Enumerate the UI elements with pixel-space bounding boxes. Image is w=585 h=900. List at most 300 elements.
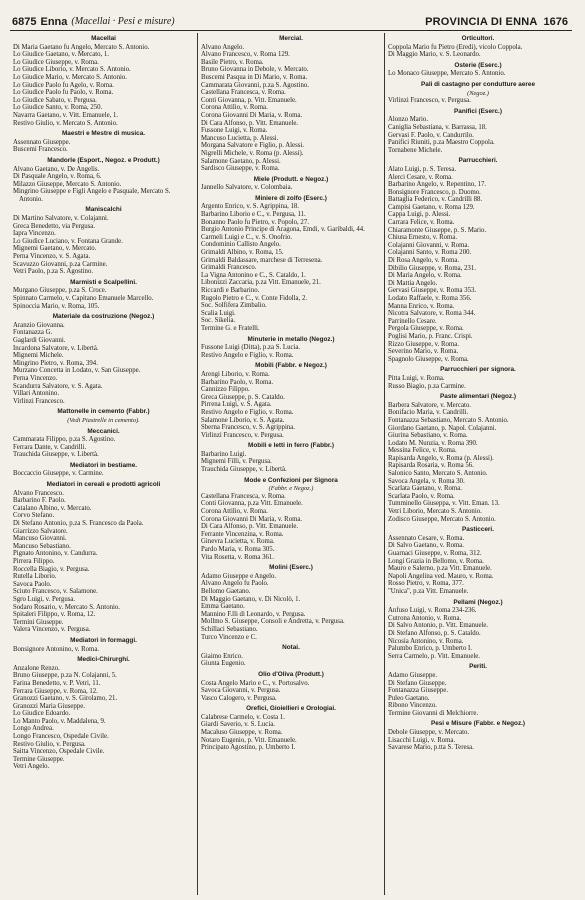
directory-section <box>201 176 381 192</box>
directory-entry: Barbarino Liborio e C., v. Pergusa, 11. <box>201 211 306 219</box>
directory-entry: Di Maggio Mario, v. S. Leonardo. <box>388 51 481 59</box>
section-heading: Parrucchieri. <box>458 157 498 165</box>
section-heading: Osterie (Eserc.) <box>454 61 502 69</box>
directory-entry: Vita Rosetta, v. Roma 361. <box>201 553 274 561</box>
section-heading: Materiale da costruzione (Negoz.) <box>52 313 155 321</box>
directory-entry: Serra Carmelo, p. Vitt. Emanuele. <box>388 652 480 660</box>
directory-section <box>13 637 194 653</box>
column-2 <box>197 33 384 895</box>
section-heading: Miele (Produtt. e Negoz.) <box>253 175 329 183</box>
directory-entry: Di Pasquale Angelo, v. Roma, 6. <box>13 173 102 181</box>
page-header <box>12 14 568 28</box>
directory-entry: Pignato Antonino, v. Candurra. <box>13 550 98 558</box>
directory-entry: Assennato Giuseppe. <box>13 138 71 146</box>
directory-section <box>13 35 194 127</box>
directory-entry: Salonico Santo, Mercato S. Antonio. <box>388 470 488 478</box>
directory-entry: Sodaro Rosario, v. Mercato S. Antonio. <box>13 603 120 611</box>
directory-entry: Barbarino Paolo, v. Roma. <box>201 378 274 386</box>
directory-entry: Di Maria Gaetano fu Angelo, Mercato S. Antonio. <box>13 43 150 51</box>
directory-entry: Soc. Solfifera Zimbalio. <box>201 302 267 310</box>
directory-entry: Puleo Gaetano. <box>388 694 430 702</box>
directory-entry: Perna Vincenzo, v. S. Agata. <box>13 253 91 261</box>
directory-entry: Napoli Angelina ved. Mauro, v. Roma. <box>388 572 494 580</box>
directory-entry: Castellana Francesca, v. Roma. <box>201 89 286 97</box>
directory-entry: Poglisi Mario, p. Franc. Crispi. <box>388 332 473 340</box>
directory-entry: Incardona Salvatore, v. Libertà. <box>13 344 99 352</box>
directory-entry: Alvano Angelo. <box>201 43 245 51</box>
directory-entry: Cannizzo Filippo. <box>201 386 250 394</box>
directory-entry: Alonzo Mario. <box>388 116 429 124</box>
directory-entry: Coppola Mario fu Pietro (Eredi), vicolo Coppola. <box>388 43 523 51</box>
directory-entry: Mauro e Salerno, p.za Vitt. Emanuele. <box>388 565 492 573</box>
directory-entry: Notaro Eugenio, p. Vitt. Emanuele. <box>201 736 297 744</box>
section-heading: Orticultori. <box>461 35 495 42</box>
page-number-right: 1676 <box>543 16 568 28</box>
directory-entry: Cappa Luigi, p. Alessi. <box>388 211 451 219</box>
directory-entry: Vetri Paolo, p.za S. Agostino. <box>13 268 94 276</box>
directory-entry: Mignemi Filli, v. Pergusa. <box>201 458 272 466</box>
header-subtitle: (Macellai · Pesi e misure) <box>71 16 175 27</box>
directory-entry: Ribono Vincenzo. <box>388 702 437 710</box>
directory-entry: Russo Biagio, p.za Carmine. <box>388 382 466 390</box>
section-heading: Periti. <box>469 663 487 671</box>
directory-entry: Costa Angelo Mario e C., v. Portosalvo. <box>201 679 310 687</box>
directory-entry: Rosso Pietro, v. Roma, 377. <box>388 580 464 588</box>
directory-section <box>201 564 381 641</box>
directory-entry: Campisi Gaetano, v. Roma 129. <box>388 203 475 211</box>
header-left <box>12 16 175 28</box>
directory-entry: Riccardi e Barbarino. <box>201 287 260 294</box>
header-rule <box>10 30 572 31</box>
directory-section <box>13 130 194 154</box>
directory-entry: Fussone Luigi (Ditta), p.za S. Lucia. <box>201 344 301 352</box>
directory-entry: Lisacchi Luigi, v. Roma. <box>388 736 456 744</box>
directory-entry: Barbarino Luigi. <box>201 450 247 458</box>
directory-entry: Longi Grazia in Bellomo, v. Roma. <box>388 557 484 565</box>
directory-entry: Termine Giovanni di Melchiorre. <box>388 709 479 717</box>
directory-entry: Tornabene Michele. <box>388 146 443 154</box>
directory-section <box>13 313 194 405</box>
directory-entry: La Vigna Antonino e C., S. Cataldo, 1. <box>201 271 306 279</box>
directory-entry: Carrara Felice, v. Roma. <box>388 219 455 227</box>
directory-entry: Cutrona Antonio, v. Roma. <box>388 614 462 622</box>
directory-section <box>388 393 568 523</box>
directory-entry: Virlinzi Francesco, v. Pergusa. <box>201 431 284 439</box>
directory-entry: Grimaldi Baldassare, marchese di Terresena. <box>201 256 323 264</box>
directory-entry: Scarlata Gaetano, v. Roma. <box>388 485 462 493</box>
section-heading: Marmisti e Scalpellini. <box>70 278 137 286</box>
directory-section <box>13 206 194 275</box>
directory-entry: Morgana Salvatore e Figlio, p. Alessi. <box>201 142 304 150</box>
directory-entry: Villari Antonino. <box>13 390 60 398</box>
directory-section <box>201 442 381 473</box>
directory-entry: Mignemi Gaetano, v. Mercato. <box>13 245 97 253</box>
directory-section <box>13 408 194 424</box>
directory-entry: Greca Giuseppe, p. S. Cataldo. <box>201 393 285 401</box>
directory-entry: Gervasi F. Paolo, v. Candurrilo. <box>388 131 474 139</box>
directory-entry: Lo Giudice Sabato, v. Pergusa. <box>13 96 97 104</box>
section-heading: Notai. <box>282 644 300 652</box>
section-heading: Pellami (Negoz.) <box>453 598 503 606</box>
directory-entry: Buscemi Pasqua in Di Mario, v. Roma. <box>201 73 308 81</box>
section-heading: Mediatori in formaggi. <box>70 636 137 644</box>
directory-section <box>201 477 381 562</box>
directory-entry: Palumbo Enrico, p. Umberto I. <box>388 645 473 653</box>
directory-section <box>13 481 194 634</box>
section-note: (Vedi Piastrelle in cemento). <box>67 416 140 424</box>
directory-entry: Adamo Giuseppe. <box>388 671 438 679</box>
directory-entry: Milazzo Giuseppe, Mercato S. Antonio. <box>13 180 122 188</box>
directory-entry: Mingrino Giuseppe e Figli Angelo e Pasquale, Mercato S. Antonio. <box>13 188 171 203</box>
directory-entry: Di Maggio Gaetano, v. Di Nicolò, 1. <box>201 595 301 603</box>
section-heading: Mode e Confezioni per Signora <box>244 476 338 484</box>
directory-section <box>388 157 568 363</box>
column-1 <box>10 33 197 895</box>
directory-section <box>201 671 381 702</box>
directory-entry: Salamone Gaetano, p. Alessi. <box>201 157 281 165</box>
directory-entry: Catalano Albino, v. Mercato. <box>13 504 92 512</box>
directory-entry: Sardisco Giuseppe, v. Roma. <box>201 165 280 173</box>
directory-section <box>201 35 381 173</box>
directory-entry: Mignemi Michele. <box>13 352 64 360</box>
directory-entry: Grimaldi Francesco. <box>201 264 257 272</box>
directory-section <box>13 462 194 478</box>
directory-entry: Restivo Angelo e Figlio, v. Roma. <box>201 351 294 359</box>
directory-entry: Di Salvo Gaetano, v. Roma. <box>388 542 465 550</box>
directory-entry: Schillaci Sebastiano. <box>201 625 258 633</box>
directory-entry: Adamo Giuseppe e Angelo. <box>201 572 277 580</box>
directory-entry: Giunta Eugenio. <box>201 660 246 668</box>
section-heading: Molini (Eserc.) <box>269 564 313 572</box>
section-heading: Mandorle (Esport., Negoz. e Produtt.) <box>47 156 160 164</box>
directory-entry: Lo Giudice Gaetano, v. Mercato, 1. <box>13 51 110 59</box>
directory-entry: Pirrera Filippo. <box>13 558 55 565</box>
directory-entry: Debole Giuseppe, v. Mercato. <box>388 729 470 737</box>
columns <box>10 33 572 895</box>
directory-entry: Granozzi Maria Giuseppe. <box>13 702 85 710</box>
directory-entry: Sciuto Francesco, v. Salamone. <box>13 588 98 596</box>
directory-entry: Restivo Giulio, v. Mercato S. Antonio. <box>13 119 118 127</box>
directory-entry: Mancuso Lucietta, p. Alessi. <box>201 134 279 142</box>
section-heading: Meccanici. <box>87 427 120 435</box>
directory-entry: Giaimo Enrico. <box>201 652 243 660</box>
directory-entry: Scavuzzo Giovanni, p.za Carmine. <box>13 260 108 268</box>
directory-entry: Castellana Francesca, v. Roma. <box>201 492 286 500</box>
directory-entry: Zodisco Giuseppe, Mercato S. Antonio. <box>388 515 496 523</box>
directory-entry: Fontanazza Giuseppe. <box>388 687 449 695</box>
directory-section <box>201 362 381 439</box>
directory-entry: Conti Giovanna, p.za Vitt. Emanuele. <box>201 500 303 508</box>
directory-entry: Bonanno Paolo fu Pietro, v. Popolo, 27. <box>201 218 309 226</box>
directory-entry: Fontanazza G. <box>13 329 53 337</box>
directory-entry: Ferrara Dante, v. Candrilli. <box>13 443 87 451</box>
directory-entry: Ferrara Giuseppe, v. Roma, 12. <box>13 687 98 695</box>
directory-entry: Mollmo S. Giuseppe, Consoli e Andretta, v. Pergusa. <box>201 618 345 626</box>
directory-entry: Termini Giuseppe. <box>13 618 64 626</box>
directory-entry: Alato Luigi, p. S. Teresa. <box>388 165 457 173</box>
directory-entry: Termine G. e Fratelli. <box>201 324 260 332</box>
section-heading: Olio d'Oliva (Produtt.) <box>258 670 324 678</box>
directory-entry: Conti Giovanna, p. Vitt. Emanuele. <box>201 96 297 104</box>
directory-entry: Vetri Liborio, Mercato S. Antonio. <box>388 508 482 516</box>
directory-entry: Pergola Giuseppe, v. Roma. <box>388 325 464 333</box>
directory-section <box>13 656 194 771</box>
directory-entry: Argento Enrico, v. S. Agrippina, 18. <box>201 203 299 211</box>
section-heading: Parrucchieri per signora. <box>440 366 516 374</box>
directory-entry: Mancuso Sebastiano. <box>13 542 71 550</box>
directory-entry: Assennato Cesare, v. Roma. <box>388 534 465 542</box>
directory-entry: Corona Giovanni Di Maria, v. Roma. <box>201 515 303 523</box>
section-heading: Miniere di zolfo (Eserc.) <box>255 194 327 202</box>
directory-entry: Lo Giudice Santo, v. Roma, 250. <box>13 104 103 112</box>
directory-entry: Barbarino Angelo, v. Repentino, 17. <box>388 181 487 189</box>
directory-entry: Turco Vincenzo e C. <box>201 633 257 641</box>
directory-entry: Anzalone Renzo. <box>13 664 60 672</box>
directory-entry: Vetri Angelo. <box>13 763 50 771</box>
directory-section <box>388 366 568 390</box>
directory-entry: Navarra Gaetano, v. Vitt. Emanuele, 1. <box>13 111 119 119</box>
directory-entry: Aranzio Giovanna. <box>13 321 65 329</box>
province-title: PROVINCIA DI ENNA <box>425 16 538 28</box>
section-note: (Negoz.) <box>467 89 489 97</box>
directory-entry: Di Mattia Angelo. <box>388 279 438 287</box>
directory-entry: Rapisarda Angelo, v. Roma (p. Alessi). <box>388 454 494 462</box>
city-name: Enna <box>40 16 68 28</box>
directory-entry: Lo Giudice Mario, v. Mercato S. Antonio. <box>13 73 127 81</box>
directory-entry: Savoca Angela, v. Roma 30. <box>388 477 465 485</box>
directory-entry: Lodato M. Nunzia, v. Roma 390. <box>388 439 478 447</box>
section-heading: Mobili e letti in ferro (Fabbr.) <box>248 442 334 450</box>
directory-entry: Bruno Giuseppe, p.za N. Colajanni, 5. <box>13 672 117 680</box>
directory-entry: Chiaramonte Giuseppe, p. S. Mario. <box>388 226 487 234</box>
directory-entry: Dibilio Giuseppe, v. Roma, 231. <box>388 264 476 272</box>
directory-entry: Termine Giuseppe. <box>13 755 65 763</box>
section-heading: Maestri e Mestre di musica. <box>61 130 146 138</box>
directory-entry: Di Cara Alfonso, p. Vitt. Emanuele. <box>201 119 299 127</box>
directory-section <box>13 157 194 204</box>
directory-entry: Lodato Raffaele, v. Roma 356. <box>388 295 472 302</box>
directory-entry: Scalia Luigi. <box>201 309 236 317</box>
section-heading: Panifici (Eserc.) <box>454 107 502 115</box>
directory-entry: Alvano Francesco, v. Roma 129. <box>201 51 290 59</box>
directory-entry: Colajanni Santo, v. Roma 200. <box>388 249 472 257</box>
directory-entry: Tumminello Giuseppa, v. Vitt. Eman. 13. <box>388 500 500 508</box>
directory-entry: Bonsignore Antonino, v. Roma. <box>13 645 100 653</box>
directory-section <box>388 599 568 661</box>
directory-entry: Salamone Liborio, v. S. Agata. <box>201 416 285 424</box>
directory-entry: Chiusa Ernesto, v. Roma. <box>388 234 458 242</box>
directory-entry: Scarlata Paolo, v. Roma. <box>388 492 455 500</box>
section-heading: Macellai <box>91 35 116 42</box>
directory-entry: Basile Pietro, v. Roma. <box>201 58 264 66</box>
directory-entry: Murgano Giuseppe, p.za S. Croce. <box>13 287 107 295</box>
directory-entry: Fontanazza Sebastiano, Mercato S. Antonio. <box>388 416 509 424</box>
directory-entry: Vasco Calogero, v. Pergusa. <box>201 694 277 702</box>
directory-section <box>388 81 568 105</box>
directory-entry: Lo Manto Paolo, v. Maddalena, 9. <box>13 717 106 725</box>
directory-entry: Anfuso Luigi, v. Roma 234-236. <box>388 607 477 615</box>
directory-entry: Iapra Vincenzo. <box>13 230 56 238</box>
section-heading: Pasticceri. <box>462 526 494 534</box>
directory-entry: Bonifacio Maria, v. Candrilli. <box>388 409 469 417</box>
directory-entry: Giarrizzo Salvatore. <box>13 527 68 535</box>
directory-entry: Di Stefano Giuseppe. <box>388 679 447 687</box>
directory-entry: Pirrena Luigi, v. S. Agata. <box>201 401 272 409</box>
directory-entry: Lo Giudice Paolo fu Paolo, v. Roma. <box>13 89 114 97</box>
section-heading: Pali di castagno per condutture aeree <box>421 80 535 88</box>
directory-entry: Soc. Sikelia. <box>201 317 236 325</box>
directory-entry: Barbera Salvatore, v. Mercato. <box>388 401 471 409</box>
directory-entry: Sberna Francesco, v. S. Agrippina. <box>201 424 295 432</box>
directory-entry: Di Salvo Antonio, p. Vitt. Emanuele. <box>388 622 489 630</box>
directory-entry: Farina Benedetto, v. P. Vetri, 11. <box>13 679 101 687</box>
directory-entry: "Unica", p.za Vitt. Emanuele. <box>388 587 469 595</box>
directory-entry: Lo Giudice Edoardo. <box>13 710 71 718</box>
directory-entry: Libonizzi Zaccaria, p.za Vitt. Emanuele, 21. <box>201 279 321 287</box>
directory-entry: Giordano Gaetano, p. Napol. Colajanni. <box>388 424 497 432</box>
directory-entry: Granozzi Gaetano, v. S. Girolamo, 21. <box>13 695 118 703</box>
directory-entry: Emma Gaetano. <box>201 603 245 611</box>
directory-entry: Giardi Saverio, v. S. Lucia. <box>201 721 275 729</box>
directory-entry: Ginevra Lucietta, v. Roma. <box>201 538 275 546</box>
directory-entry: Severino Mario, v. Roma. <box>388 348 459 356</box>
directory-entry: Savoca Paolo. <box>13 580 52 588</box>
directory-entry: Battaglia Federico, v. Candrilli 88. <box>388 196 483 204</box>
section-heading: Paste alimentari (Negoz.) <box>440 393 516 401</box>
directory-entry: Saitta Vincenzo, Ospedale Civile. <box>13 748 105 756</box>
directory-section <box>201 705 381 752</box>
directory-entry: Bellomo Gaetano. <box>201 587 251 595</box>
directory-section <box>388 526 568 595</box>
directory-entry: Alvano Gaetano, v. De Angelis. <box>13 165 100 173</box>
directory-entry: Roccella Biagio, v. Pergusa. <box>13 565 90 573</box>
directory-entry: Condominio Callisto Angelo. <box>201 241 281 249</box>
directory-entry: Macaluso Giuseppe, v. Roma. <box>201 729 283 737</box>
directory-entry: Rutella Liborio. <box>13 573 57 581</box>
directory-entry: Mingrino Pietro, v. Roma, 394. <box>13 359 98 367</box>
directory-entry: Sgro Luigi, v. Pergusa. <box>13 595 76 603</box>
section-heading: Maniscalchi <box>85 206 122 214</box>
directory-entry: Lo Giudice Liborio, v. Mercato S. Antonio. <box>13 66 131 74</box>
directory-entry: Pitta Luigi, v. Roma. <box>388 374 445 382</box>
directory-entry: Di Cara Alfonso, p. Vitt. Emanuele. <box>201 523 299 531</box>
directory-entry: Alvano Angelo fu Paolo. <box>201 580 269 588</box>
directory-entry: Jannello Salvatore, v. Colombaia. <box>201 184 293 192</box>
section-note: (Fabbr. e Negoz.) <box>268 485 314 493</box>
directory-section <box>388 720 568 751</box>
section-heading: Mobili (Fabbr. e Negoz.) <box>255 362 327 370</box>
directory-entry: Arengi Liborio, v. Roma. <box>201 370 270 378</box>
directory-section <box>201 195 381 333</box>
directory-section <box>388 62 568 78</box>
directory-entry: Longo Francesco, Ospedale Civile. <box>13 733 109 741</box>
directory-section <box>388 35 568 59</box>
directory-entry: Valera Vincenzo, v. Pergusa. <box>13 626 91 634</box>
directory-entry: Di Rosa Angelo, v. Roma. <box>388 257 460 265</box>
directory-entry: Panifici Riuniti, p.za Maestro Coppola. <box>388 139 495 147</box>
page-number: 6875 <box>12 16 37 28</box>
directory-entry: Nicosia Antonino, v. Roma. <box>388 637 464 645</box>
directory-entry: Cammarata Filippo, p.za S. Agostino. <box>13 436 116 444</box>
directory-entry: Fussone Luigi, v. Roma. <box>201 127 268 135</box>
directory-section <box>201 336 381 360</box>
section-heading: Pesi e Misure (Fabbr. e Negoz.) <box>430 720 526 728</box>
directory-entry: Bonsignore Francesco, p. Duomo. <box>388 188 481 196</box>
directory-entry: Rizzo Giuseppe, v. Roma. <box>388 340 459 348</box>
section-heading: Medici-Chirurghi. <box>77 656 130 664</box>
directory-entry: Di Stefano Alfonso, p. S. Cataldo. <box>388 629 481 637</box>
directory-entry: Principato Agostino, p. Umberto I. <box>201 744 296 752</box>
directory-entry: Pardo Maria, v. Roma 305. <box>201 546 275 553</box>
section-heading: Minuterie in metallo (Negoz.) <box>247 335 335 343</box>
directory-entry: Nicotra Salvatore, v. Roma 344. <box>388 310 476 318</box>
directory-entry: Mannino F.lli di Leonardo, v. Pergusa. <box>201 610 306 618</box>
directory-section <box>13 279 194 310</box>
directory-entry: Messina Felice, v. Roma. <box>388 447 457 455</box>
directory-entry: Virlinzi Francesco, v. Pergusa. <box>388 97 471 105</box>
directory-entry: Guarnaci Giuseppe, v. Roma, 312. <box>388 550 482 557</box>
directory-entry: Murzano Concetta in Lodato, v. San Giuseppe. <box>13 367 141 375</box>
directory-entry: Boccaccio Giuseppe, v. Carmine. <box>13 470 104 478</box>
directory-entry: Cammarata Giovanni, p.za S. Agostino. <box>201 81 309 89</box>
directory-entry: Parrinello Cesare. <box>388 317 437 325</box>
directory-section <box>388 108 568 155</box>
section-heading: Mediatori in bestiame. <box>69 461 138 469</box>
directory-entry: Barbarino F. Paolo. <box>13 497 66 505</box>
directory-entry: Colajanni Giovanni, v. Roma. <box>388 241 470 249</box>
directory-entry: Spagnolo Giuseppe, v. Roma. <box>388 355 469 363</box>
section-heading: Mercial. <box>279 35 303 42</box>
header-right <box>425 16 568 28</box>
directory-entry: Grimaldi Albino, v. Roma, 15. <box>201 249 284 257</box>
directory-entry: Di Maria Angelo, v. Roma. <box>388 272 462 280</box>
directory-entry: Gaglardi Giovanni. <box>13 336 66 344</box>
directory-entry: Longo Andrea. <box>13 725 54 733</box>
directory-entry: Lo Giudice Giuseppe, v. Roma. <box>13 58 99 66</box>
directory-entry: Corona Giovanni Di Maria, v. Roma. <box>201 111 303 119</box>
directory-entry: Alerci Cesare, v. Roma. <box>388 173 453 181</box>
directory-entry: Corvo Stefano. <box>13 512 55 520</box>
section-heading: Mediatori in cereali e prodotti agricoli <box>46 481 161 489</box>
directory-entry: Caniglia Sebastiana, v. Barrassa, 18. <box>388 123 487 131</box>
directory-entry: Burgio Antonio Principe di Aragona, Emdi, v. Garibaldi, 44. <box>201 226 365 234</box>
directory-entry: Scandurra Salvatore, v. S. Agata. <box>13 382 103 390</box>
directory-entry: Corona Attilio, v. Roma. <box>201 104 268 112</box>
directory-entry: Manna Enrico, v. Roma. <box>388 302 455 310</box>
directory-entry: Di Stefano Antonio, p.za S. Francesco da Paola. <box>13 520 144 528</box>
directory-entry: Di Martino Salvatore, v. Colajanni. <box>13 215 109 223</box>
directory-entry: Carmeli Luigi e C., v. S. Onofrio. <box>201 233 293 241</box>
directory-entry: Nigrelli Michele, v. Roma (p. Alessi). <box>201 149 304 157</box>
directory-entry: Ferrante Vincenzina, v. Roma. <box>201 530 284 538</box>
directory-entry: Restivo Angelo e Figlio, v. Roma. <box>201 408 294 416</box>
directory-entry: Lo Monaco Giuseppe, Mercato S. Antonio. <box>388 70 506 78</box>
directory-entry: Trauchida Giuseppe, v. Libertà. <box>201 466 287 474</box>
directory-entry: Alvano Francesco. <box>13 489 64 497</box>
directory-entry: Calabrese Carmelo, v. Costa 1. <box>201 713 285 721</box>
directory-entry: Gervasi Giuseppe, v. Roma 353. <box>388 287 477 295</box>
directory-entry: Trauchida Giuseppe, v. Libertà. <box>13 451 99 459</box>
directory-entry: Spinnato Carmelo, v. Capitano Emanuele Marcello. <box>13 295 154 302</box>
directory-entry: Perna Vincenzo. <box>13 374 58 382</box>
section-heading: Mattonelle in cemento (Fabbr.) <box>57 408 150 416</box>
directory-entry: Lo Giudice Luciano, v. Fontana Grande. <box>13 237 123 245</box>
section-heading: Orefici, Gioiellieri e Orologiai. <box>246 705 336 713</box>
directory-section <box>13 428 194 459</box>
directory-entry: Corona Attilio, v. Roma. <box>201 508 268 516</box>
directory-entry: Mancuso Giovanni. <box>13 535 67 543</box>
directory-entry: Spinoccia Mario, v. Roma, 105. <box>13 302 100 310</box>
